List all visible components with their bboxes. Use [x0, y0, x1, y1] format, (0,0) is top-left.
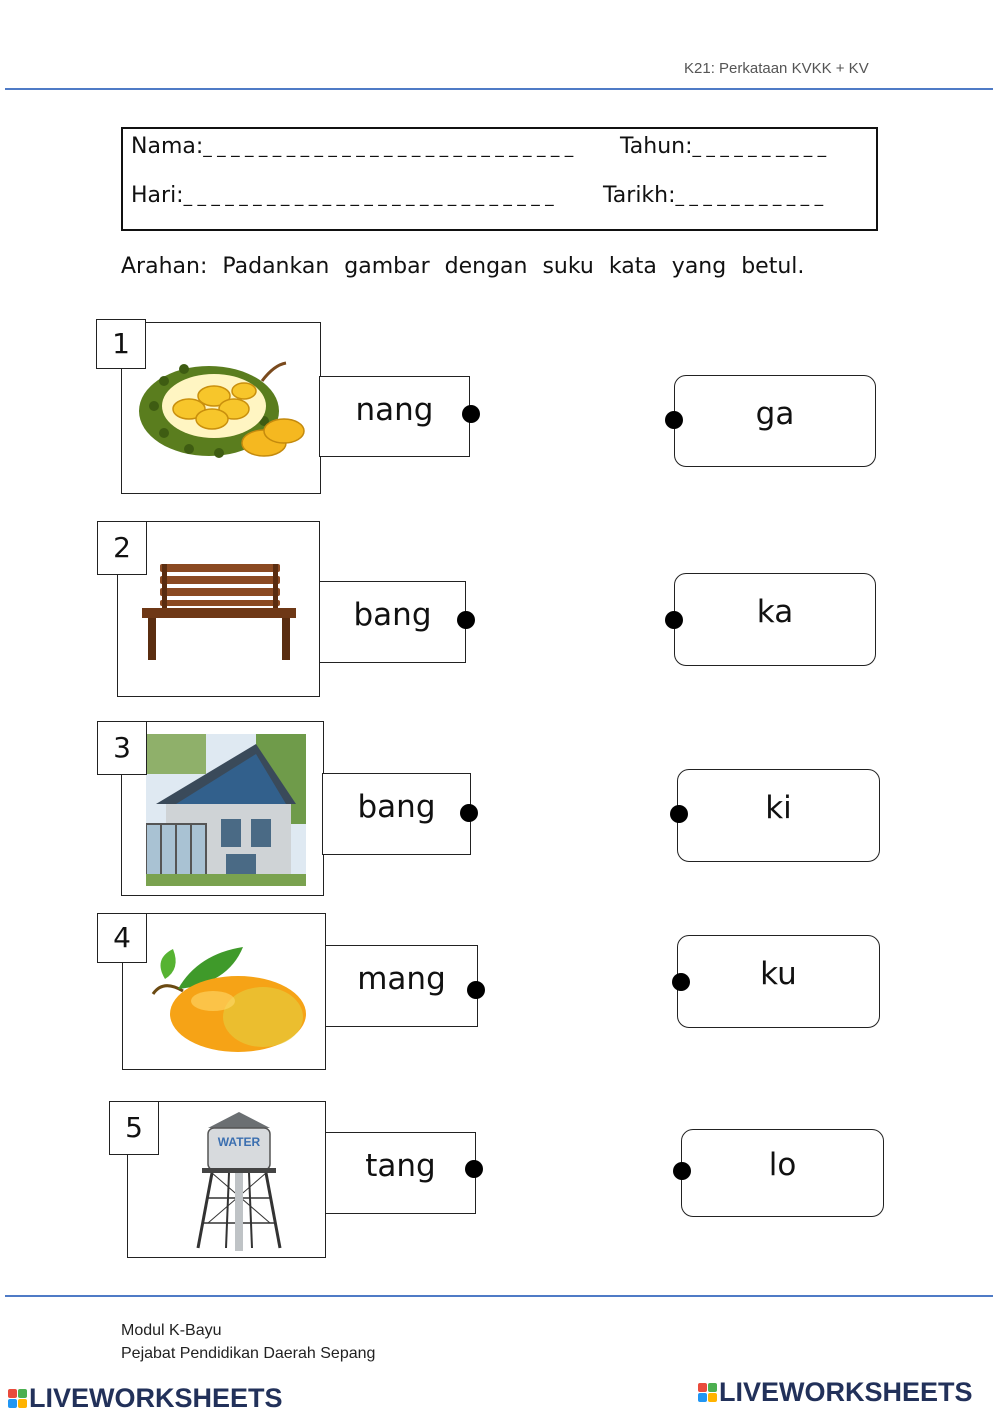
tahun-blank: _ _ _ _ _ _ _ _ _ _	[692, 138, 827, 158]
match-dot-right-3[interactable]	[670, 805, 688, 823]
number-box-3: 3	[97, 721, 147, 775]
brand-name: LIVEWORKSHEETS	[719, 1377, 973, 1407]
match-dot-left-5[interactable]	[465, 1160, 483, 1178]
syllable-box-3: ki	[677, 769, 880, 862]
logo-square	[8, 1399, 17, 1408]
syllable-box-5: lo	[681, 1129, 884, 1217]
nama-field[interactable]	[131, 134, 573, 159]
logo-square	[18, 1389, 27, 1398]
match-dot-left-1[interactable]	[462, 405, 480, 423]
logo-square	[8, 1389, 17, 1398]
worksheet-code: K21: Perkataan KVKK + KV	[684, 60, 869, 77]
word-box-1: nang	[319, 376, 470, 457]
logo-square	[698, 1393, 707, 1402]
logo-square	[18, 1399, 27, 1408]
hari-blank: _ _ _ _ _ _ _ _ _ _ _ _ _ _ _ _ _ _ _ _ _ _ _ _ _ _ _	[183, 187, 554, 207]
brand-right[interactable]	[698, 1377, 973, 1408]
match-dot-right-4[interactable]	[672, 973, 690, 991]
picture-frame-3	[121, 721, 324, 896]
footer-office: Pejabat Pendidikan Daerah Sepang	[121, 1345, 376, 1362]
match-dot-right-2[interactable]	[665, 611, 683, 629]
number-box-5: 5	[109, 1101, 159, 1155]
footer-module: Modul K-Bayu	[121, 1322, 222, 1339]
logo-square	[708, 1393, 717, 1402]
logo-square	[698, 1383, 707, 1392]
word-box-4: mang	[325, 945, 478, 1027]
water-tower-label: WATER	[217, 1135, 261, 1149]
number-box-2: 2	[97, 521, 147, 575]
match-dot-right-1[interactable]	[665, 411, 683, 429]
brand-left[interactable]	[8, 1383, 283, 1414]
student-info-box	[121, 127, 878, 231]
match-dot-right-5[interactable]	[673, 1162, 691, 1180]
header-divider	[5, 88, 993, 90]
liveworksheets-logo-icon	[8, 1389, 27, 1408]
picture-frame-1	[121, 322, 321, 494]
liveworksheets-logo-icon	[698, 1383, 717, 1402]
syllable-box-1: ga	[674, 375, 876, 467]
tahun-label: Tahun:	[620, 134, 693, 159]
footer-divider	[5, 1295, 993, 1297]
hari-label: Hari:	[131, 183, 184, 208]
mango-image	[143, 939, 313, 1059]
tarikh-blank: _ _ _ _ _ _ _ _ _ _ _	[675, 187, 824, 207]
brand-name: LIVEWORKSHEETS	[29, 1383, 283, 1413]
word-box-5: tang	[325, 1132, 476, 1214]
number-box-4: 4	[97, 913, 147, 963]
nama-label: Nama:	[131, 134, 204, 159]
tarikh-field[interactable]	[603, 183, 823, 208]
durian-image	[134, 351, 314, 471]
hari-field[interactable]	[131, 183, 554, 208]
water-tower-image	[194, 1108, 284, 1253]
picture-frame-4	[122, 913, 326, 1070]
bench-image	[140, 556, 300, 666]
instruction-text: Arahan: Padankan gambar dengan suku kata yang betul.	[121, 254, 805, 279]
picture-frame-2	[117, 521, 320, 697]
match-dot-left-2[interactable]	[457, 611, 475, 629]
tarikh-label: Tarikh:	[603, 183, 676, 208]
word-box-2: bang	[319, 581, 466, 663]
logo-square	[708, 1383, 717, 1392]
number-box-1: 1	[96, 319, 146, 369]
word-box-3: bang	[322, 773, 471, 855]
match-dot-left-3[interactable]	[460, 804, 478, 822]
tahun-field[interactable]	[620, 134, 826, 159]
syllable-box-2: ka	[674, 573, 876, 666]
match-dot-left-4[interactable]	[467, 981, 485, 999]
syllable-box-4: ku	[677, 935, 880, 1028]
nama-blank: _ _ _ _ _ _ _ _ _ _ _ _ _ _ _ _ _ _ _ _ _ _ _ _ _ _ _	[203, 138, 574, 158]
house-image	[146, 734, 306, 886]
